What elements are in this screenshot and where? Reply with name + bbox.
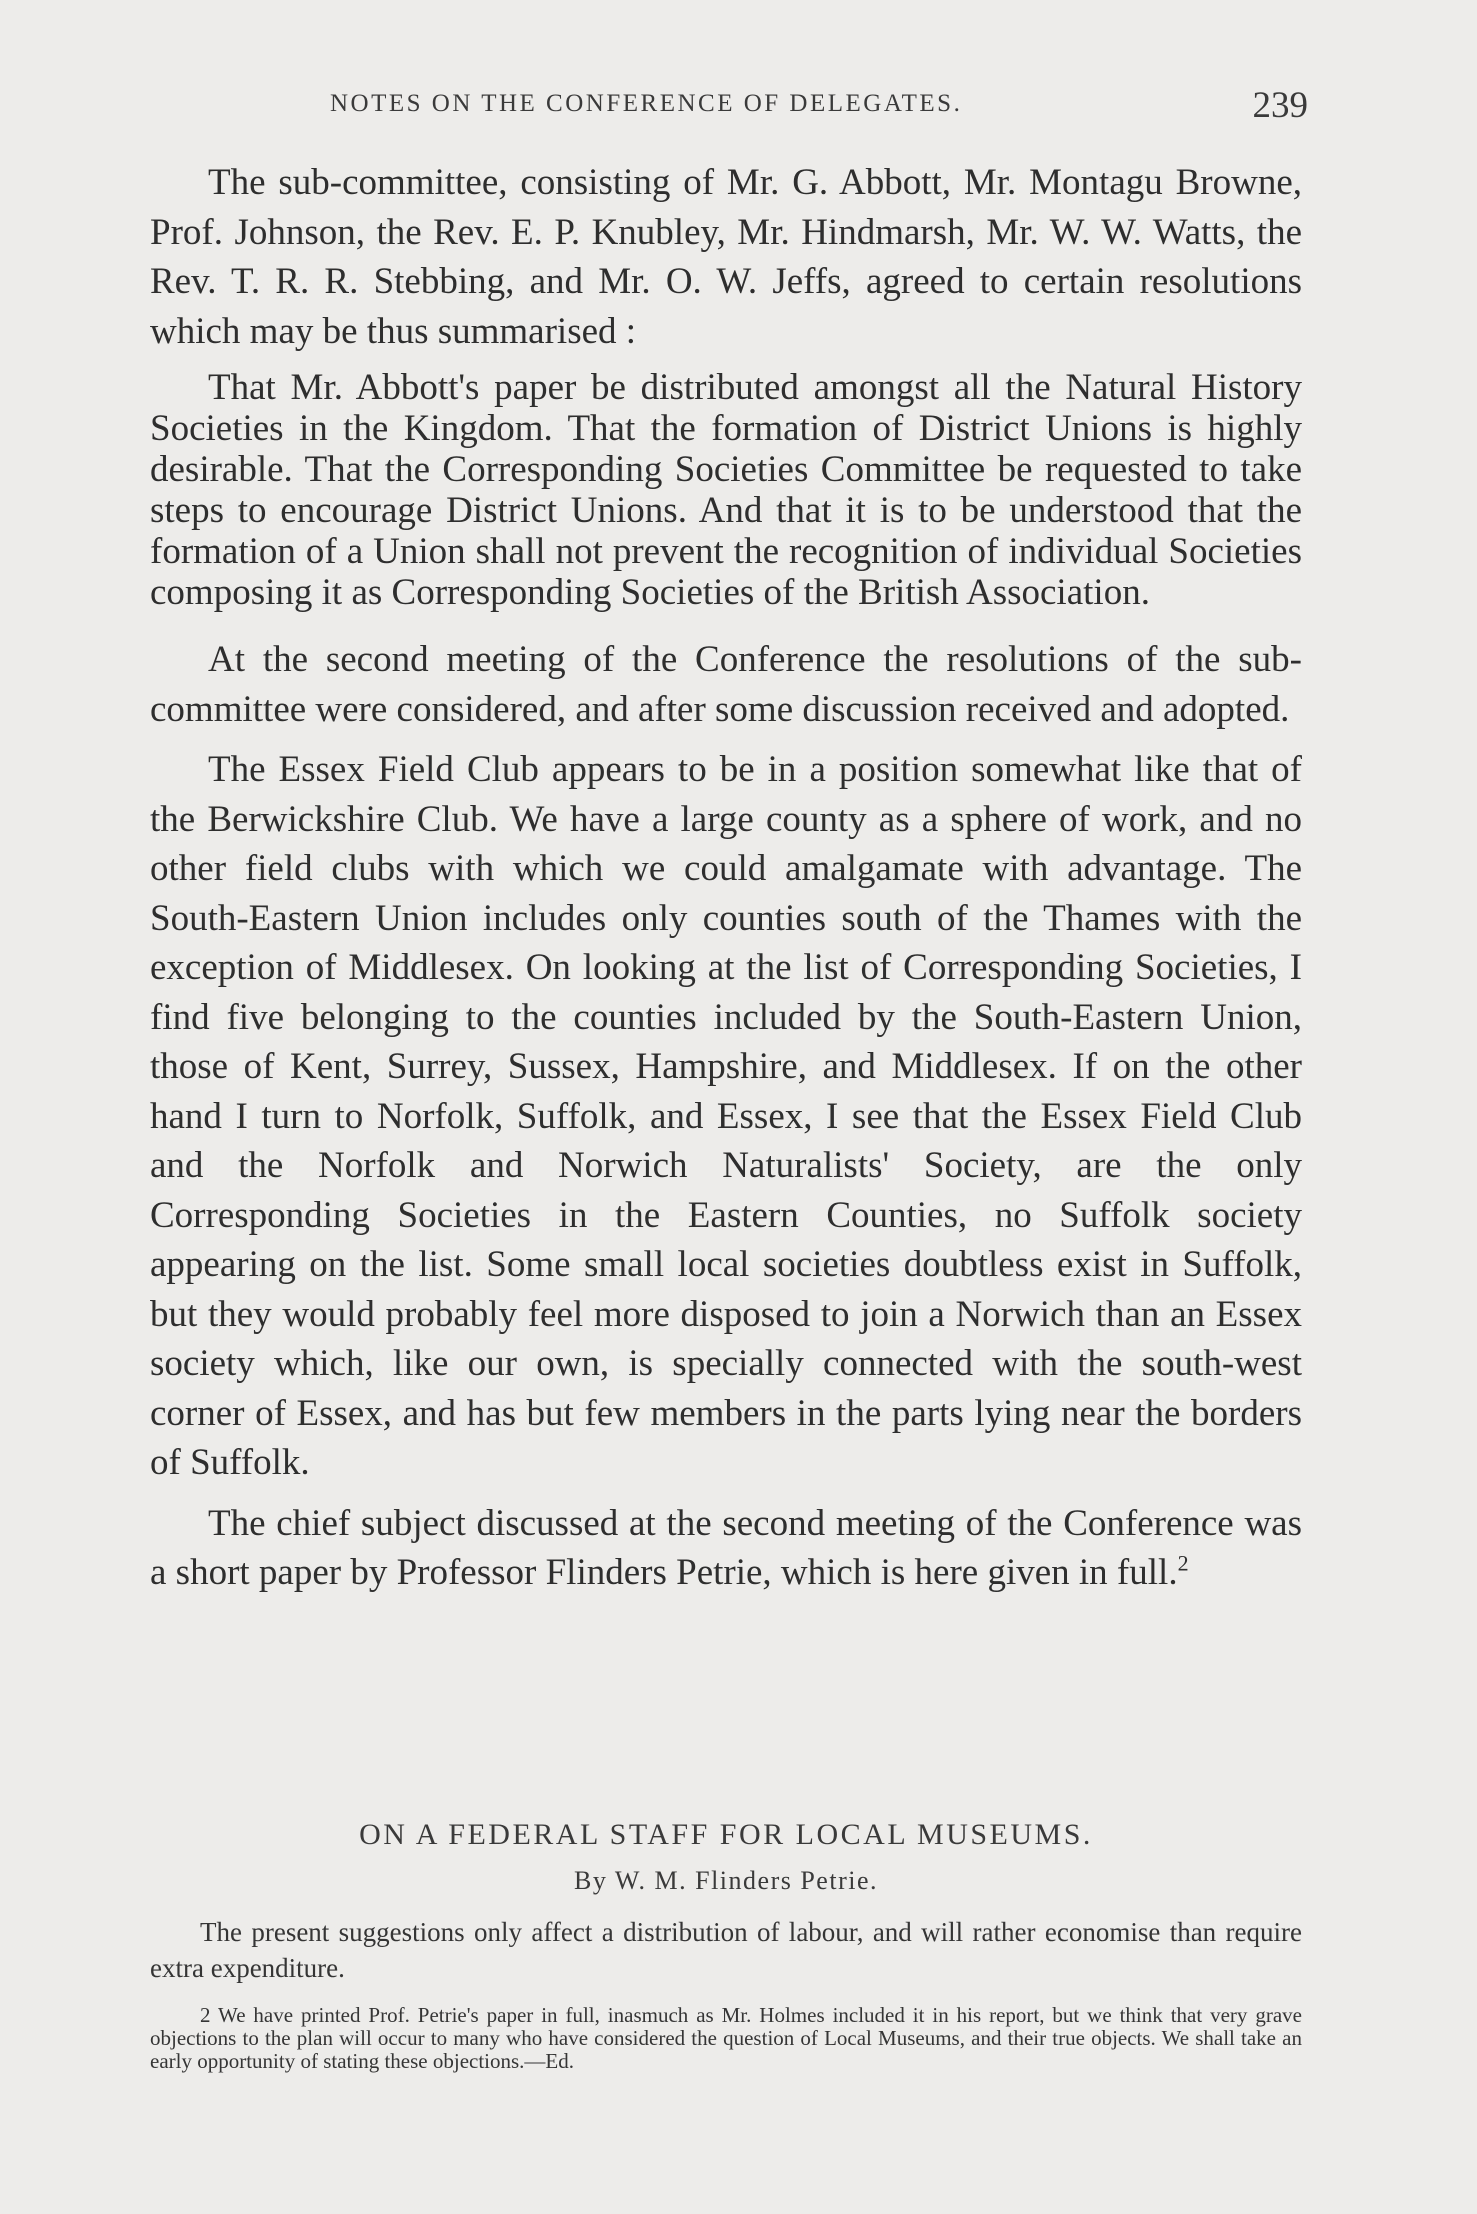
paragraph-second-meeting: At the second meeting of the Conference the resolutions of the sub-committee were considered, and after some discussion received and adopted. [150,639,1302,730]
running-head: NOTES ON THE CONFERENCE OF DELEGATES. [330,90,963,117]
footnote: 2 We have printed Prof. Petrie's paper in full, inasmuch as Mr. Holmes included it in his report, but we think that very grave objections to the plan will occur to many who have considered the question of Local Museums, and their true objects. We shall take an early opportunity of stating these objections.—Ed. [150,2003,1302,2073]
article-byline: By W. M. Flinders Petrie. [573,1866,878,1895]
page-number: 239 [1252,85,1308,126]
article-title: ON A FEDERAL STAFF FOR LOCAL MUSEUMS. [359,1818,1093,1851]
paragraph-essex-field-club: The Essex Field Club appears to be in a position somewhat like that of the Berwickshire Club. We have a large county as a sphere of work, and no other field clubs with which we could amalgamate with advantage. The South-Eastern Union includes only counties south of the Thames with the exception of Middlesex. On looking at the list of Corresponding Societies, I find five belonging to the counties included by the South-Eastern Union, those of Kent, Surrey, Sussex, Hampshire, and Middlesex. If on the other hand I turn to Norfolk, Suffolk, and Essex, I see that the Essex Field Club and the Norfolk and Norwich Naturalists' Society, are the only Corresponding Societies in the Eastern Counties, no Suffolk society appearing on the list. Some small local societies doubtless exist in Suffolk, but they would probably feel more disposed to join a Norwich than an Essex society which, like our own, is specially connected with the south-west corner of Essex, and has but few members in the parts lying near the borders of Suffolk. [150,749,1302,1483]
body-text [150,158,1302,1598]
page-header [150,84,1320,134]
paragraph-chief-subject [150,1499,1302,1598]
footnote-reference: 2 [1177,1550,1189,1576]
paragraph-resolutions: That Mr. Abbott's paper be distributed amongst all the Natural History Societies in the Kingdom. That the formation of District Unions is highly desirable. That the Corresponding Societies Committee be requested to take steps to encourage District Unions. And that it is to be understood that the formation of a Union shall not prevent the recognition of individual Societies composing it as Corresponding Societies of the British Association. [150,367,1302,613]
paragraph-chief-subject-text: The chief subject discussed at the second meeting of the Conference was a short paper by Professor Flinders Petrie, which is here given in full. [150,1502,1302,1593]
article-intro: The present suggestions only affect a distribution of labour, and will rather economise than require extra expenditure. [150,1917,1302,1983]
paragraph-subcommittee: The sub-committee, consisting of Mr. G. Abbott, Mr. Montagu Browne, Prof. Johnson, the Rev. E. P. Knubley, Mr. Hindmarsh, Mr. W. W. Watts, the Rev. T. R. R. Stebbing, and Mr. O. W. Jeffs, agreed to certain resolutions which may be thus summarised : [150,162,1302,352]
